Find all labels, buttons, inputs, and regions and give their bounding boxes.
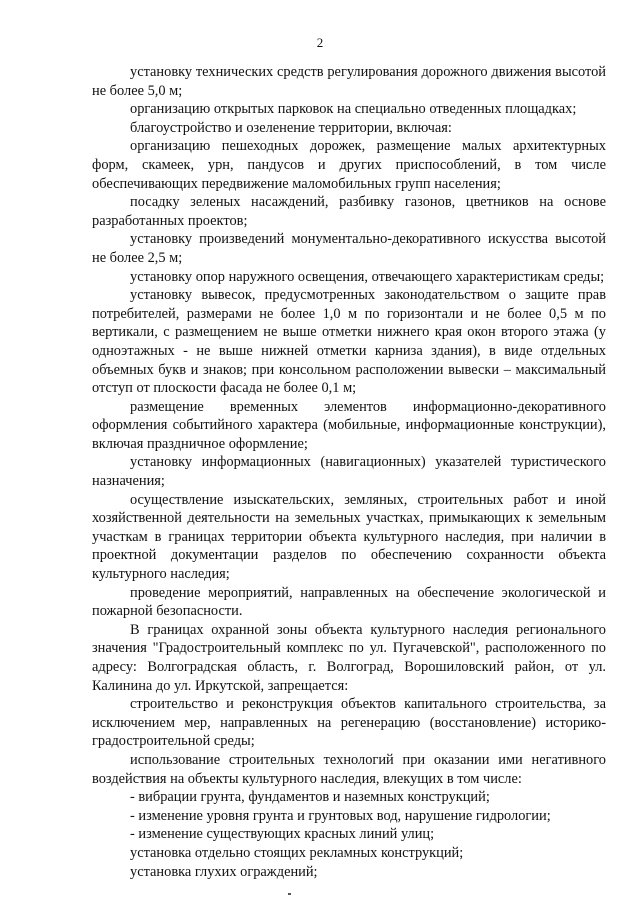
paragraph-lighting: установку опор наружного освещения, отвечающего характеристикам среды;: [130, 268, 605, 285]
paragraph-fences: установка глухих ограждений;: [130, 863, 318, 880]
paragraph-protection-zone: В границах охранной зоны объекта культурного наследия регионального значения "Градостроительный комплекс по ул. Пугачевской", расположенного по адресу: Волгоградская область, г. Волгоград, Ворошиловский район, от ул. Калинина до ул. Иркутской, запрещается:: [92, 621, 606, 694]
paragraph-traffic-devices: установку технических средств регулирования дорожного движения высотой не более 5,0 м;: [92, 64, 606, 99]
list-item-groundwater: - изменение уровня грунта и грунтовых вод, нарушение гидрологии;: [130, 807, 551, 824]
paragraph-parking: организацию открытых парковок на специально отведенных площадках;: [130, 101, 577, 118]
list-item-vibration: - вибрации грунта, фундаментов и наземных конструкций;: [130, 789, 490, 806]
paragraph-safety: проведение мероприятий, направленных на обеспечение экологической и пожарной безопасности.: [92, 584, 606, 620]
scan-mark: [288, 893, 291, 895]
paragraph-capital-construction: строительство и реконструкция объектов капитального строительства, за исключением мер, направленных на регенерацию (восстановление) историко-градостроительной среды;: [92, 696, 606, 750]
page-number: 2: [316, 35, 324, 50]
document-body: [92, 63, 606, 881]
paragraph-landscaping: благоустройство и озеленение территории, включая:: [130, 119, 452, 136]
paragraph-signage: установку вывесок, предусмотренных законодательством о защите прав потребителей, размерами не более 1,0 м по горизонтали и не более 0,5 м по вертикали, с размещением не выше отметки нижнего края окон второго этажа (у одноэтажных - не выше нижней отметки карниза здания), в виде отдельных объемных букв и знаков; при консольном расположении вывески – максимальный отступ от плоскости фасада не более 0,1 м;: [92, 287, 606, 397]
paragraph-construction-works: осуществление изыскательских, земляных, строительных работ и иной хозяйственной деятельности на земельных участках, примыкающих к земельным участкам в границах территории объекта культурного наследия, при наличии в проектной документации разделов по обеспечению сохранности объекта культурного наследия;: [92, 491, 606, 583]
paragraph-advertising: установка отдельно стоящих рекламных конструкций;: [130, 844, 464, 861]
list-item-red-lines: - изменение существующих красных линий улиц;: [130, 826, 435, 843]
paragraph-pedestrian-paths: организацию пешеходных дорожек, размещение малых архитектурных форм, скамеек, урн, пандусов и других приспособлений, в том числе обеспечивающих передвижение маломобильных групп населения;: [92, 138, 606, 192]
paragraph-tourist-signs: установку информационных (навигационных) указателей туристического назначения;: [92, 454, 606, 490]
paragraph-temporary-decor: размещение временных элементов информационно-декоративного оформления событийного характера (мобильные, информационные конструкции), включая праздничное оформление;: [92, 398, 606, 452]
paragraph-technologies: использование строительных технологий при оказании ими негативного воздействия на объекты культурного наследия, влекущих в том числе:: [92, 751, 606, 787]
paragraph-planting: посадку зеленых насаждений, разбивку газонов, цветников на основе разработанных проектов;: [92, 194, 606, 229]
paragraph-monumental-art: установку произведений монументально-декоративного искусства высотой не более 2,5 м;: [92, 231, 606, 266]
